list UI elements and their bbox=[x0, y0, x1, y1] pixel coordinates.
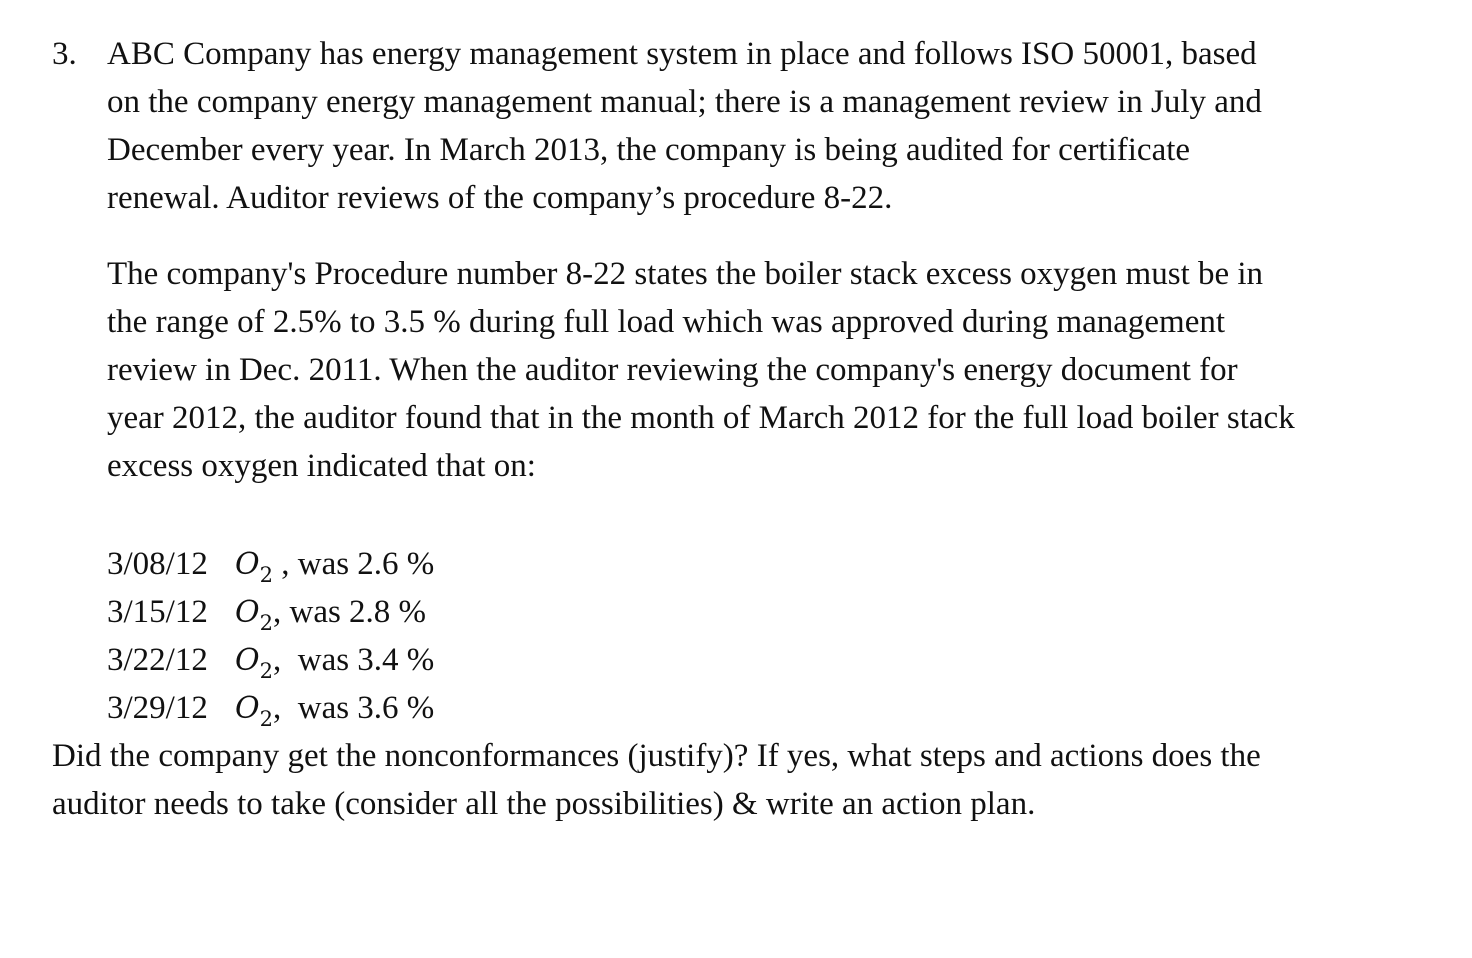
oxygen-subscript: 2 bbox=[259, 659, 273, 683]
reading-separator: , bbox=[272, 642, 282, 678]
procedure-line: the range of 2.5% to 3.5 % during full load which was approved during management bbox=[107, 304, 1226, 340]
oxygen-symbol-letter: O bbox=[235, 547, 260, 582]
intro-line: renewal. Auditor reviews of the company’s procedure 8-22. bbox=[107, 180, 893, 216]
oxygen-symbol bbox=[235, 547, 273, 587]
reading-separator: , bbox=[272, 690, 282, 726]
intro-line: on the company energy management manual; there is a management review in July and bbox=[107, 84, 1262, 120]
question-intro-paragraph bbox=[107, 30, 1447, 222]
procedure-line: year 2012, the auditor found that in the month of March 2012 for the full load boiler stack bbox=[107, 400, 1295, 436]
closing-question-paragraph bbox=[52, 732, 1452, 828]
reading-date: 3/08/12 bbox=[107, 546, 208, 582]
question-number: 3. bbox=[52, 36, 77, 72]
oxygen-subscript: 2 bbox=[259, 707, 273, 731]
oxygen-symbol-letter: O bbox=[235, 643, 260, 678]
procedure-line: The company's Procedure number 8-22 states the boiler stack excess oxygen must be in bbox=[107, 256, 1264, 292]
oxygen-readings-list bbox=[107, 540, 1447, 732]
closing-line: Did the company get the nonconformances (justify)? If yes, what steps and actions does the bbox=[52, 738, 1261, 774]
reading-value: was 2.8 % bbox=[281, 594, 427, 630]
closing-line: auditor needs to take (consider all the possibilities) & write an action plan. bbox=[52, 786, 1036, 822]
procedure-line: excess oxygen indicated that on: bbox=[107, 448, 536, 484]
reading-separator: , bbox=[272, 594, 282, 630]
intro-line: ABC Company has energy management system in place and follows ISO 50001, based bbox=[107, 36, 1257, 72]
oxygen-subscript: 2 bbox=[259, 563, 273, 587]
oxygen-symbol bbox=[235, 595, 273, 635]
reading-value: was 3.6 % bbox=[281, 690, 435, 726]
oxygen-symbol bbox=[235, 643, 273, 683]
reading-separator: , bbox=[272, 546, 290, 582]
oxygen-reading-row bbox=[107, 636, 1447, 684]
procedure-paragraph bbox=[107, 250, 1447, 490]
oxygen-symbol-letter: O bbox=[235, 595, 260, 630]
oxygen-symbol-letter: O bbox=[235, 691, 260, 726]
reading-date: 3/22/12 bbox=[107, 642, 208, 678]
procedure-line: review in Dec. 2011. When the auditor reviewing the company's energy document for bbox=[107, 352, 1238, 388]
reading-date: 3/29/12 bbox=[107, 690, 208, 726]
intro-line: December every year. In March 2013, the company is being audited for certificate bbox=[107, 132, 1191, 168]
oxygen-subscript: 2 bbox=[259, 611, 273, 635]
oxygen-reading-row bbox=[107, 588, 1447, 636]
oxygen-reading-row bbox=[107, 684, 1447, 732]
reading-date: 3/15/12 bbox=[107, 594, 208, 630]
oxygen-reading-row bbox=[107, 540, 1447, 588]
oxygen-symbol bbox=[235, 691, 273, 731]
reading-value: was 3.4 % bbox=[281, 642, 435, 678]
reading-value: was 2.6 % bbox=[289, 546, 435, 582]
